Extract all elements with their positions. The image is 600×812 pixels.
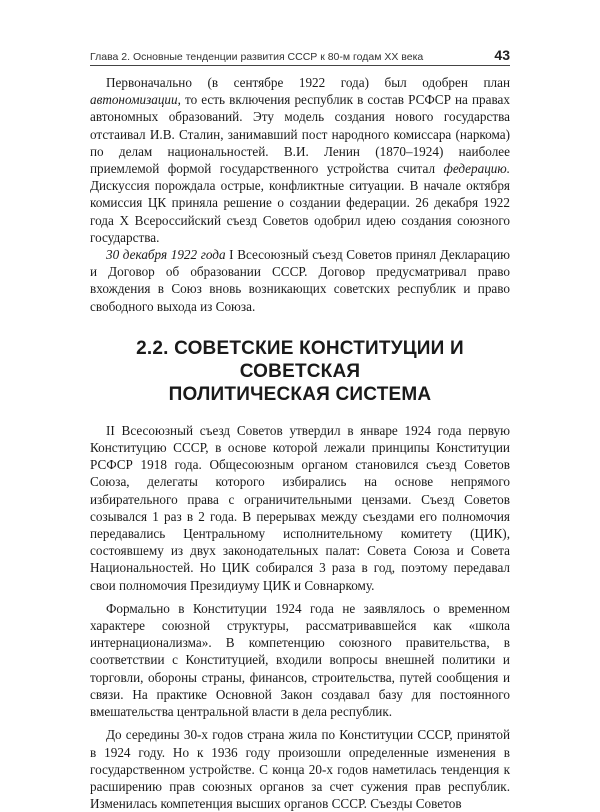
para-text: Первоначально (в сентябре 1922 года) был одобрен план — [106, 75, 510, 90]
para-text: I Всесоюзный съезд Советов принял Декларацию и Договор об образовании СССР. Договор предусматривал право вхождения в Союз вновь возникающих советских республик и право свободного выхода из Союза. — [90, 247, 510, 314]
section-title-line1: 2.2. СОВЕТСКИЕ КОНСТИТУЦИИ И СОВЕТСКАЯ — [136, 337, 464, 382]
emphasis-federation: федерацию. — [443, 161, 510, 177]
emphasis-date: 30 декабря 1922 года — [106, 247, 226, 263]
section-title-line2: ПОЛИТИЧЕСКАЯ СИСТЕМА — [168, 383, 432, 405]
para-text: , то есть включения республик в состав РСФСР на правах автономных образований. Эту модель создания нового государства отстаивал И.В. Сталин, занимавший пост народного комиссара (наркома) по делам национальностей. В.И. Ленин (1870–1924) наиболее приемлемой формой государственного устройства считал — [90, 92, 510, 177]
para-text: Дискуссия порождала острые, конфликтные ситуации. В начале октября комиссия ЦК приняла решение о создании федерации. 26 декабря 1922 года X Всероссийский съезд Советов одобрил идею создания союзного государства. — [90, 178, 510, 245]
section-heading — [90, 337, 510, 406]
paragraph-ussr-formation — [90, 246, 510, 315]
running-header — [90, 47, 510, 66]
paragraph-constitution-1924: II Всесоюзный съезд Советов утвердил в январе 1924 года первую Конституцию СССР, в основе которой лежали принципы Конституции РСФСР 1918 года. Общесоюзным органом становился съезд Советов Союза, делегаты которого избирались на основе непрямого избирательного права с ограничительными цензами. Съезд Советов созывался 1 раз в 2 года. В перерывах между съездами его полномочия передавались Центральному исполнительному комитету (ЦИК), состоявшему из двух законодательных палат: Совета Союза и Совета Национальностей. Но ЦИК собирался 3 раза в год, поэтому передавал свои полномочия Президиуму ЦИК и Совнаркому. — [90, 422, 510, 593]
running-title: Глава 2. Основные тенденции развития СССР к 80-м годам XX века — [90, 51, 424, 63]
emphasis-autonomization: автономизации — [90, 92, 178, 108]
paragraph-autonomization — [90, 74, 510, 246]
paragraph-formal-structure: Формально в Конституции 1924 года не заявлялось о временном характере союзной структуры, рассматривавшейся как «школа интернационализма». В компетенцию союзного правительства, в соответствии с Конституцией, входили вопросы внешней политики и торговли, обороны страны, финансов, строительства, путей сообщения и связи. На практике Основной Закон создавал базу для постоянного вмешательства центральной власти в дела республик. — [90, 600, 510, 720]
paragraph-mid-30s: До середины 30-х годов страна жила по Конституции СССР, принятой в 1924 году. Но к 1936 году произошли определенные изменения в государственном устройстве. С конца 20-х годов наметилась тенденция к расширению прав союзных органов за счет сужения прав республик. Изменилась компетенция высших органов СССР. Съезды Советов — [90, 727, 510, 812]
page-number: 43 — [494, 47, 510, 63]
text-body — [90, 74, 510, 812]
